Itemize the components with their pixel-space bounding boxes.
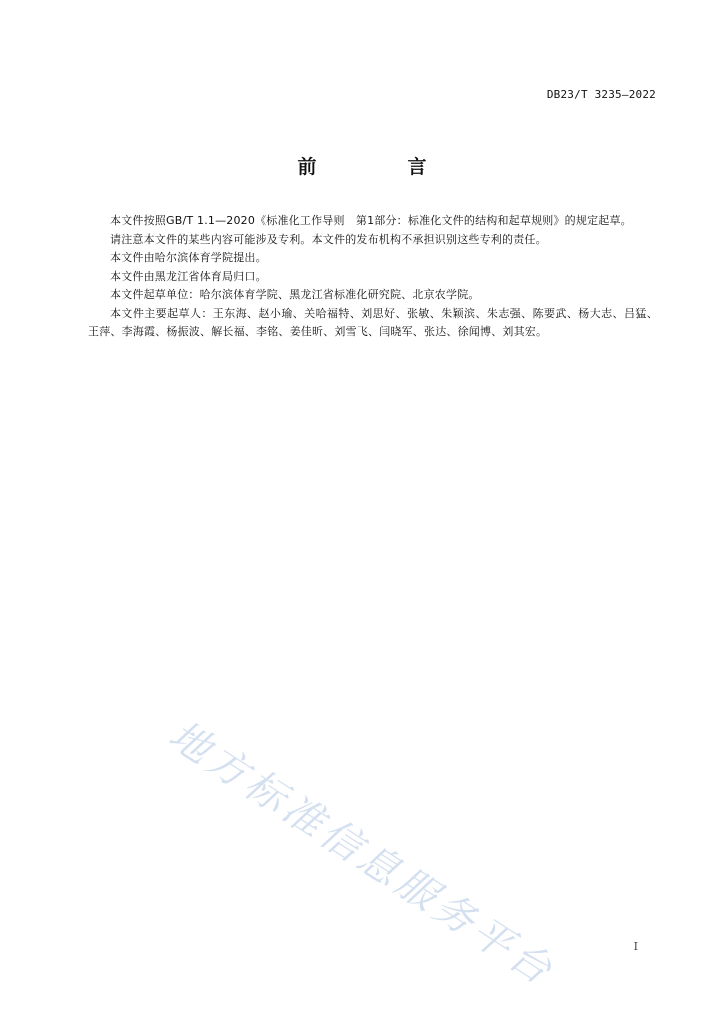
paragraph-drafting-rules: 本文件按照GB/T 1.1—2020《标准化工作导则 第1部分：标准化文件的结构和起草规则》的规定起草。 — [110, 214, 632, 227]
foreword-body — [88, 212, 658, 342]
paragraph-proposer: 本文件由哈尔滨体育学院提出。 — [110, 251, 267, 264]
page-title: 前 言 — [297, 156, 463, 178]
paragraph-drafting-units: 本文件起草单位：哈尔滨体育学院、黑龙江省标准化研究院、北京农学院。 — [110, 288, 480, 301]
page-number: I — [633, 940, 638, 953]
document-code: DB23/T 3235—2022 — [546, 88, 656, 101]
paragraph-administrator: 本文件由黑龙江省体育局归口。 — [110, 269, 267, 283]
paragraph-drafters: 本文件主要起草人：王东海、赵小瑜、关哈福特、刘思好、张敏、朱颖滨、朱志强、陈要武、杨大志、吕猛、王萍、李海霞、杨振波、解长福、李铭、姜佳昕、刘雪飞、闫晓军、张达、徐闻博、刘其宏。 — [88, 306, 658, 338]
paragraph-patent-notice: 请注意本文件的某些内容可能涉及专利。本文件的发布机构不承担识别这些专利的责任。 — [110, 232, 547, 246]
watermark-text: 地方标准信息服务平台 — [160, 712, 564, 996]
